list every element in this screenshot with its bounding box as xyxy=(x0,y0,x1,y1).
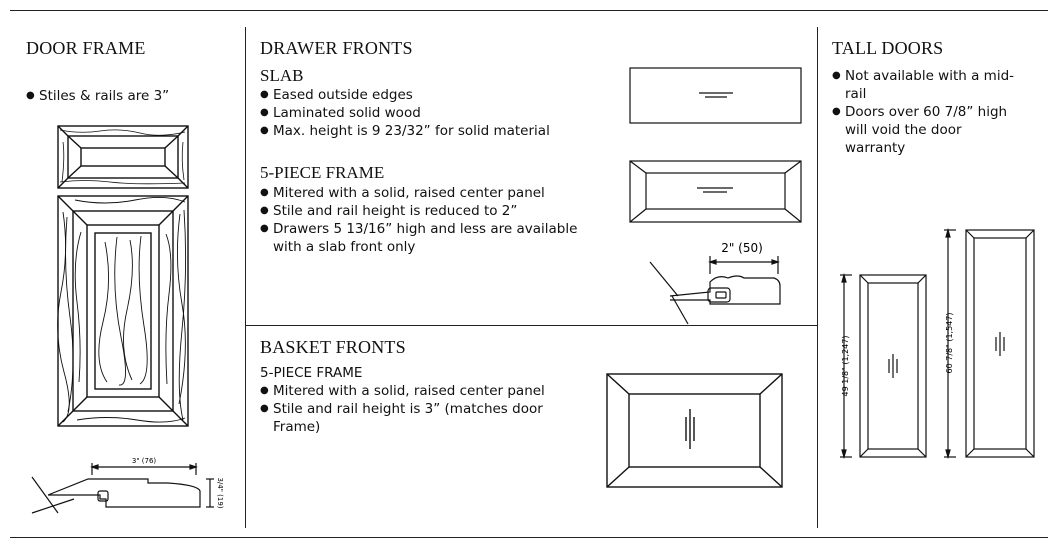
basket-front-drawing xyxy=(606,373,784,489)
five-piece-title: 5-PIECE FRAME xyxy=(260,163,385,182)
basket-fronts-title: BASKET FRONTS xyxy=(260,337,406,357)
tall-doors-title: TALL DOORS xyxy=(832,38,944,58)
tall-doors-drawing xyxy=(828,225,1043,465)
list-item: ● Mitered with a solid, raised center panel xyxy=(260,382,560,400)
list-item: ● Drawers 5 13/16” high and less are available with a slab front only xyxy=(260,220,605,256)
door-profile-height-label: 3/4" (19) xyxy=(216,477,224,509)
door-drawing xyxy=(58,196,188,426)
drawer-profile-dim-label: 2" (50) xyxy=(721,241,763,255)
tall-doors-bullets xyxy=(832,67,1022,157)
short-door-dim-label: 49 1/8" (1,247) xyxy=(841,335,850,397)
door-frame-profile-drawing xyxy=(28,455,228,520)
list-item: ● Stiles & rails are 3” xyxy=(26,87,236,105)
list-item: ● Doors over 60 7/8” high will void the door warranty xyxy=(832,103,1022,157)
basket-bullets xyxy=(260,382,560,436)
five-piece-drawer-drawing xyxy=(629,160,803,224)
door-frame-title: DOOR FRAME xyxy=(26,38,146,58)
slab-bullets xyxy=(260,86,620,140)
drawer-fronts-title: DRAWER FRONTS xyxy=(260,38,413,58)
basket-subtitle: 5-PIECE FRAME xyxy=(260,365,363,381)
slab-drawer-drawing xyxy=(629,67,803,125)
list-item: ● Stile and rail height is 3” (matches door Frame) xyxy=(260,400,560,436)
top-border xyxy=(10,10,1048,11)
divider-left xyxy=(245,27,246,528)
list-item: ● Mitered with a solid, raised center panel xyxy=(260,184,605,202)
list-item: ● Not available with a mid-rail xyxy=(832,67,1022,103)
slab-title: SLAB xyxy=(260,66,304,85)
five-piece-bullets xyxy=(260,184,605,256)
door-profile-width-label: 3" (76) xyxy=(131,457,157,465)
bottom-border xyxy=(10,537,1048,538)
list-item: ● Stile and rail height is reduced to 2” xyxy=(260,202,605,220)
door-drawer-drawing xyxy=(58,126,188,188)
door-frame-illustration xyxy=(55,122,195,432)
door-frame-bullets xyxy=(26,87,236,105)
list-item: ● Max. height is 9 23/32” for solid material xyxy=(260,122,620,140)
divider-right xyxy=(817,27,818,528)
list-item: ● Eased outside edges xyxy=(260,86,620,104)
tall-door-dim-label: 60 7/8" (1,547) xyxy=(945,312,954,374)
list-item: ● Laminated solid wood xyxy=(260,104,620,122)
drawer-profile-drawing xyxy=(648,238,788,326)
